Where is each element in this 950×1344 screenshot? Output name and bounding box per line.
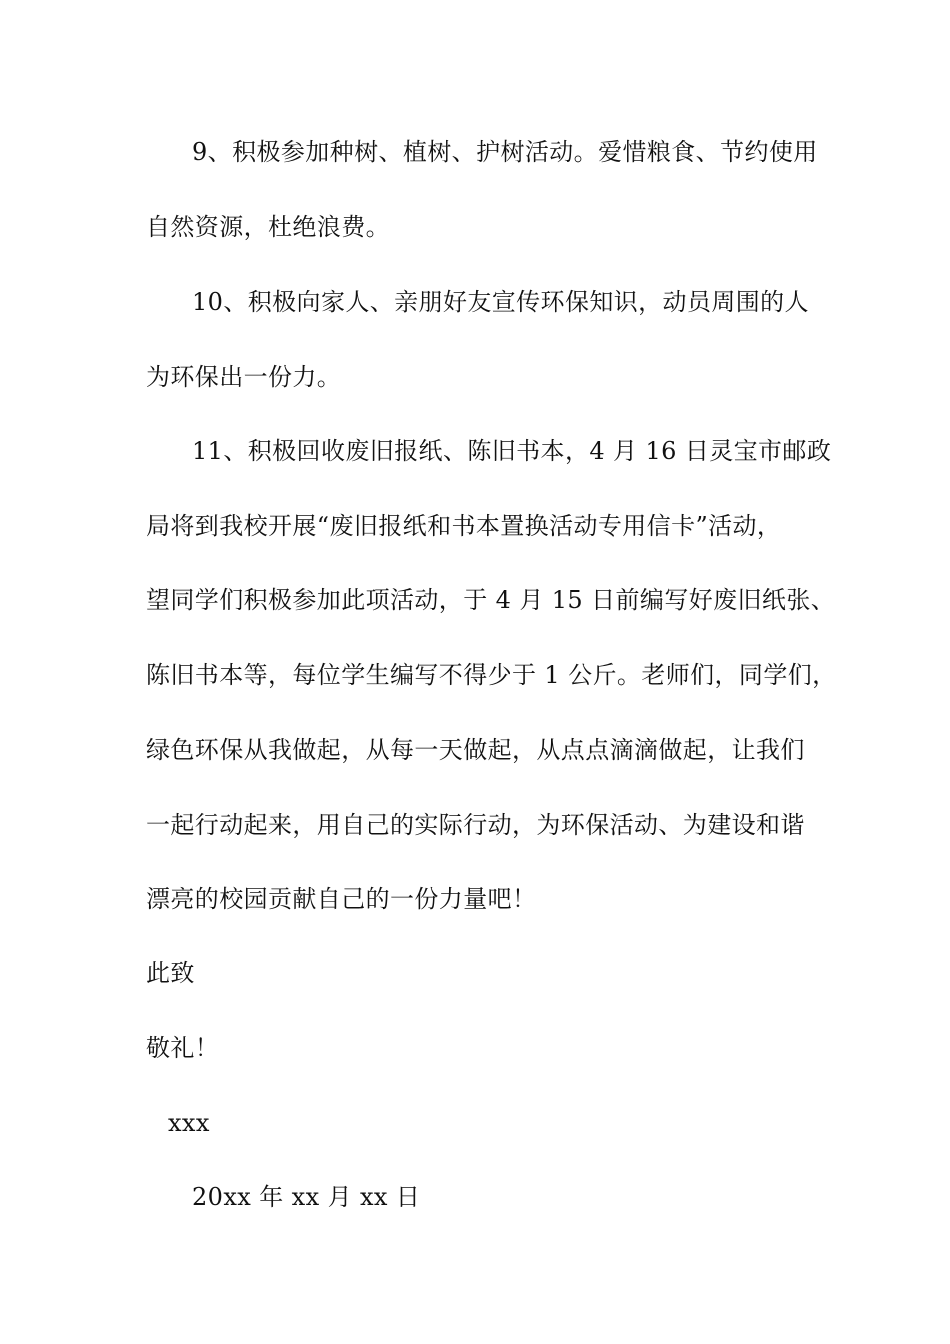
paragraph-11-line-7: 漂亮的校园贡献自己的一份力量吧！: [146, 885, 537, 913]
paragraph-10-line-2: 为环保出一份力。: [146, 363, 342, 391]
paragraph-11-line-2: 局将到我校开展“废旧报纸和书本置换活动专用信卡”活动，: [146, 512, 782, 540]
paragraph-9-line-2: 自然资源，杜绝浪费。: [146, 213, 390, 241]
paragraph-10-line-1: 10、积极向家人、亲朋好友宣传环保知识，动员周围的人: [192, 288, 809, 316]
paragraph-11-line-6: 一起行动起来，用自己的实际行动，为环保活动、为建设和谐: [146, 811, 805, 839]
paragraph-11-line-5: 绿色环保从我做起，从每一天做起，从点点滴滴做起，让我们: [146, 736, 805, 764]
paragraph-11-line-1: 11、积极回收废旧报纸、陈旧书本，4 月 16 日灵宝市邮政: [192, 437, 832, 465]
paragraph-11-line-4: 陈旧书本等，每位学生编写不得少于 1 公斤。老师们，同学们，: [146, 661, 837, 689]
paragraph-11-line-3: 望同学们积极参加此项活动，于 4 月 15 日前编写好废旧纸张、: [146, 586, 836, 614]
signature-date: 20xx 年 xx 月 xx 日: [192, 1183, 421, 1211]
closing-line-2: 敬礼！: [146, 1034, 220, 1062]
closing-line-1: 此致: [146, 959, 195, 987]
paragraph-9-line-1: 9、积极参加种树、植树、护树活动。爱惜粮食、节约使用: [192, 138, 818, 166]
signature-name: xxx: [168, 1109, 210, 1137]
